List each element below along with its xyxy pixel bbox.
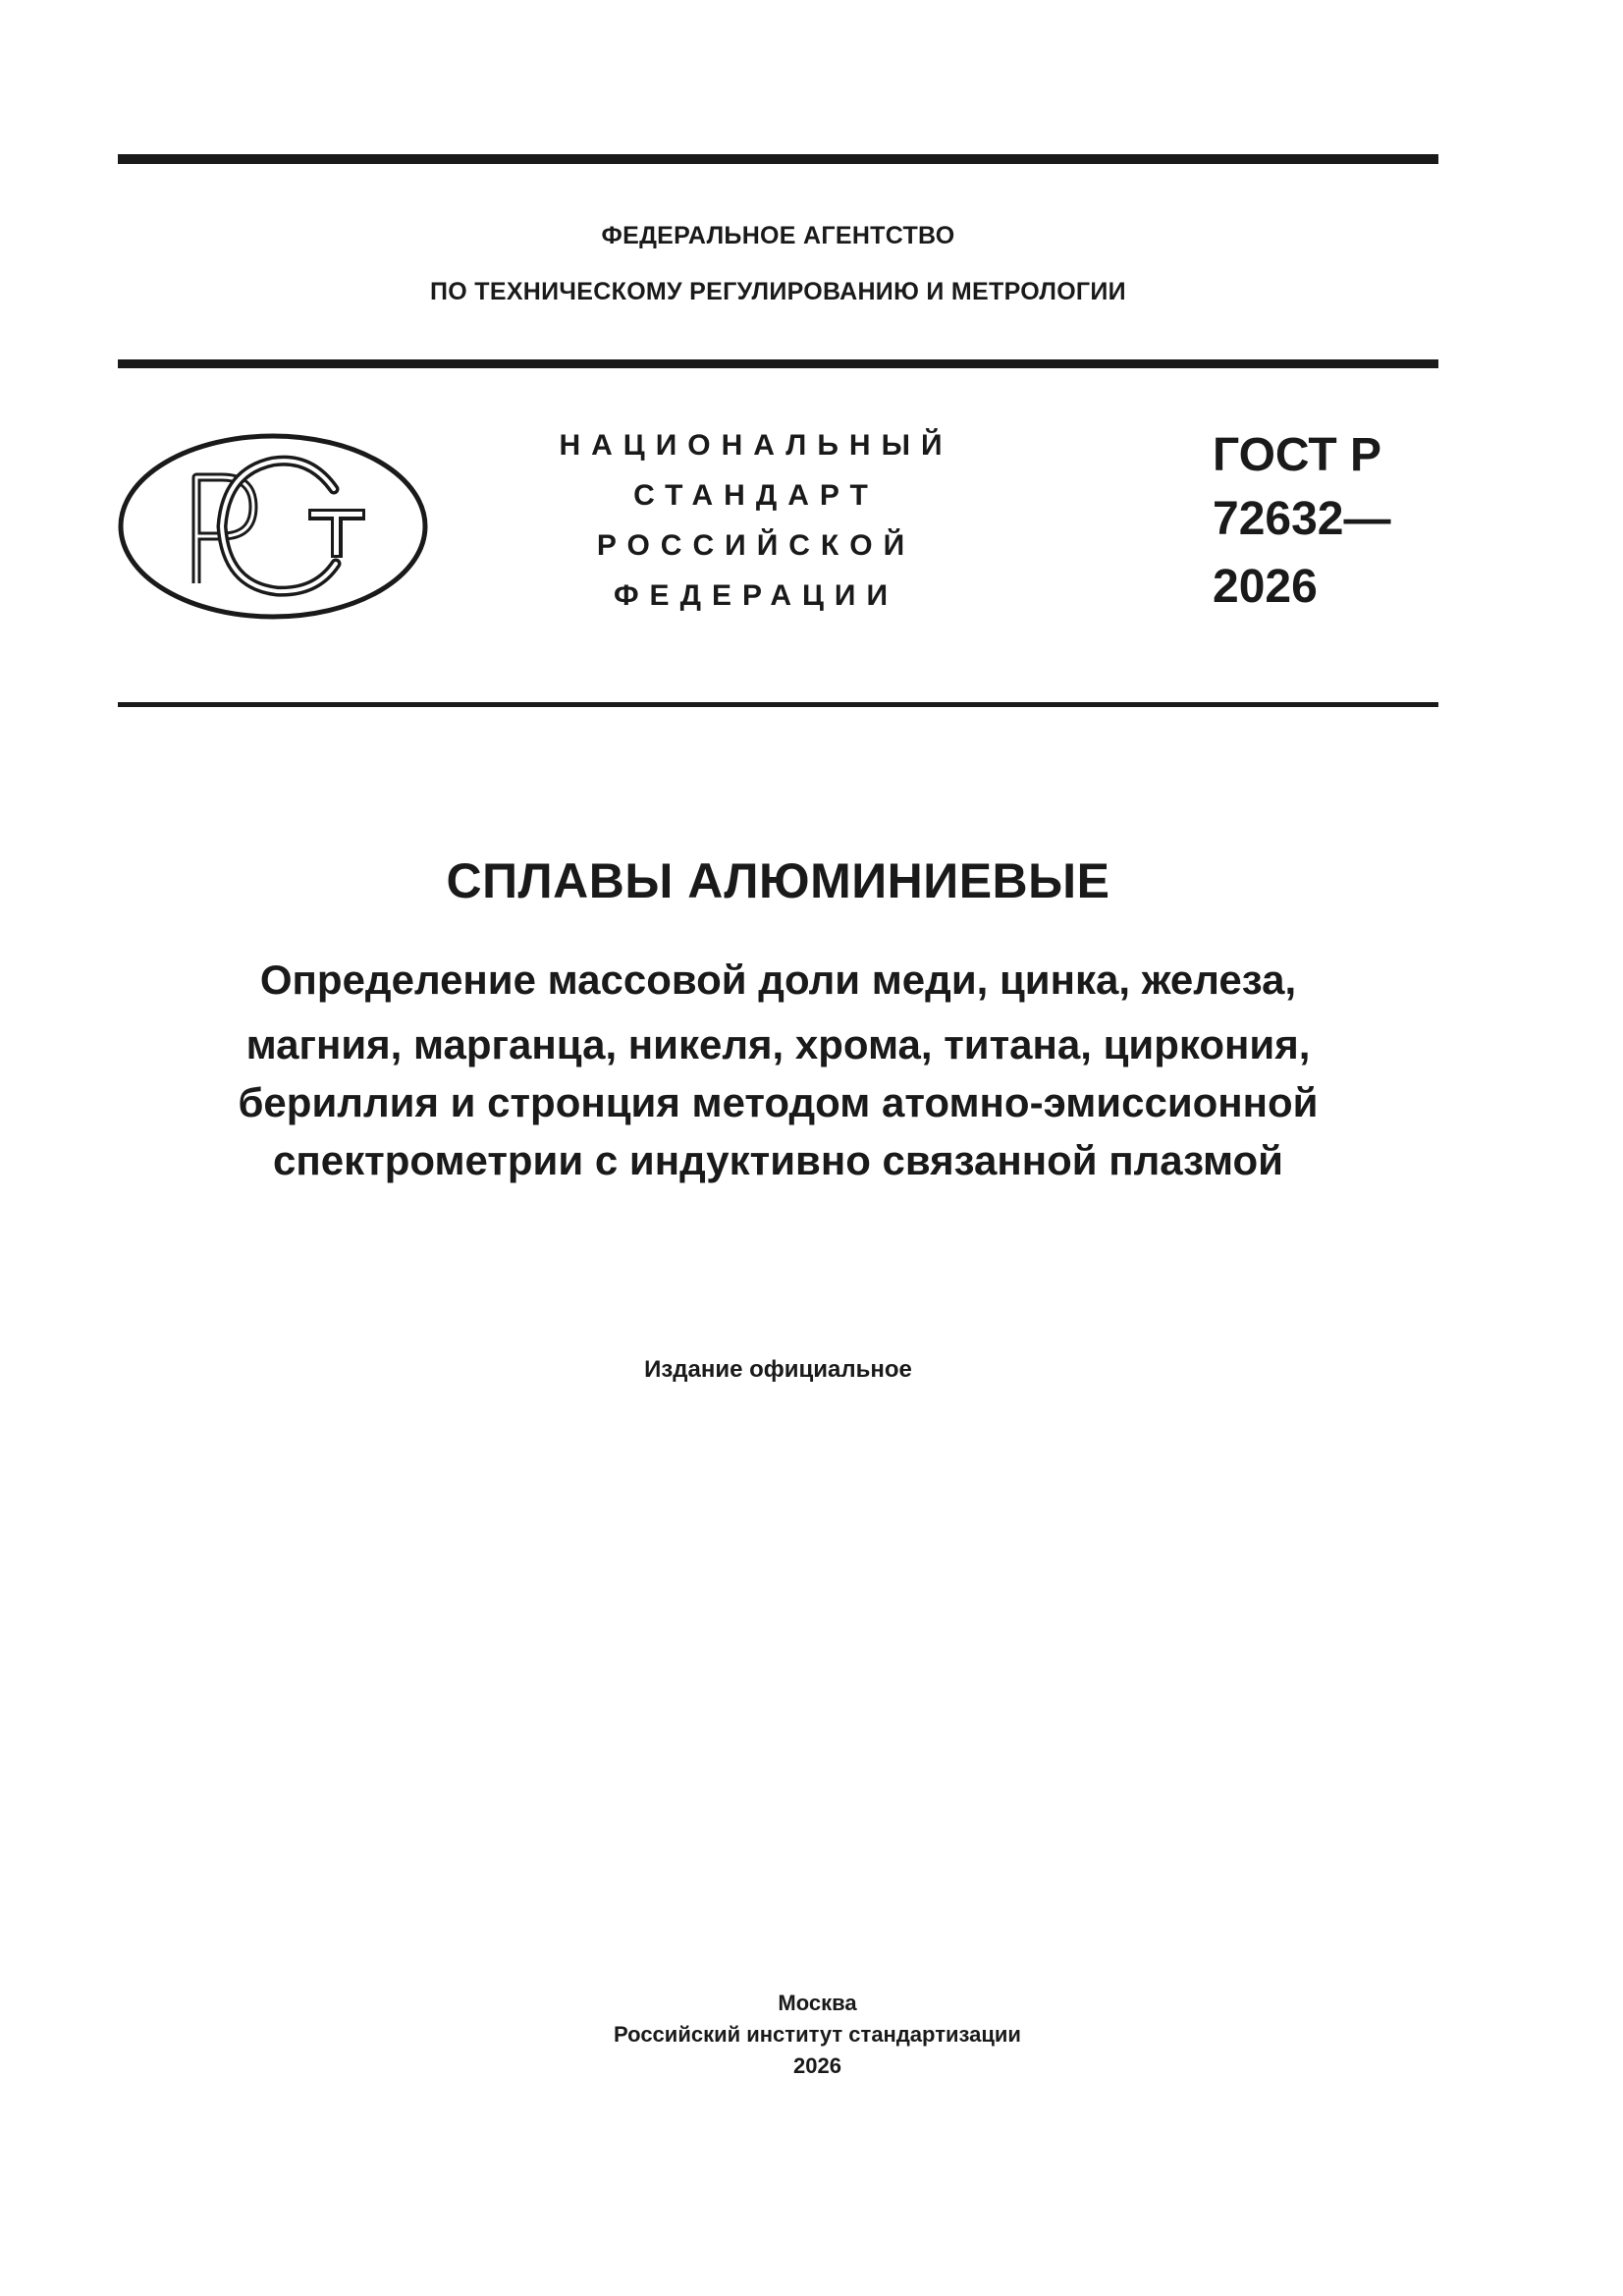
national-standard-line1: НАЦИОНАЛЬНЫЙ: [559, 429, 953, 462]
national-standard-line4: ФЕДЕРАЦИИ: [613, 579, 899, 612]
document-title: СПЛАВЫ АЛЮМИНИЕВЫЕ: [446, 853, 1110, 908]
footer-city: Москва: [778, 1991, 857, 2015]
standard-designation-line2: 72632—: [1213, 493, 1391, 545]
national-standard-line3: РОССИЙСКОЙ: [596, 529, 916, 562]
designation-divider: [118, 702, 1438, 707]
document-subtitle-line1: Определение массовой доли меди, цинка, железа,: [259, 957, 1297, 1003]
agency-name-line1: ФЕДЕРАЛЬНОЕ АГЕНТСТВО: [601, 222, 955, 249]
national-standard-line2: СТАНДАРТ: [633, 479, 879, 512]
header-divider: [118, 359, 1438, 368]
footer-publisher: Российский институт стандартизации: [614, 2022, 1021, 2047]
top-divider: [118, 154, 1438, 164]
edition-label: Издание официальное: [644, 1356, 912, 1383]
document-subtitle-line3: бериллия и стронция методом атомно-эмиссионной: [238, 1079, 1319, 1125]
agency-name-line2: ПО ТЕХНИЧЕСКОМУ РЕГУЛИРОВАНИЮ И МЕТРОЛОГИИ: [430, 278, 1126, 305]
document-subtitle-line4: спектрометрии с индуктивно связанной плазмой: [273, 1137, 1283, 1183]
standard-designation-line1: ГОСТ Р: [1213, 429, 1382, 481]
document-subtitle-line2: магния, марганца, никеля, хрома, титана, циркония,: [245, 1021, 1311, 1067]
standard-designation-line3: 2026: [1213, 561, 1318, 613]
rst-certification-mark-icon: [116, 428, 430, 625]
footer-year: 2026: [793, 2053, 841, 2078]
